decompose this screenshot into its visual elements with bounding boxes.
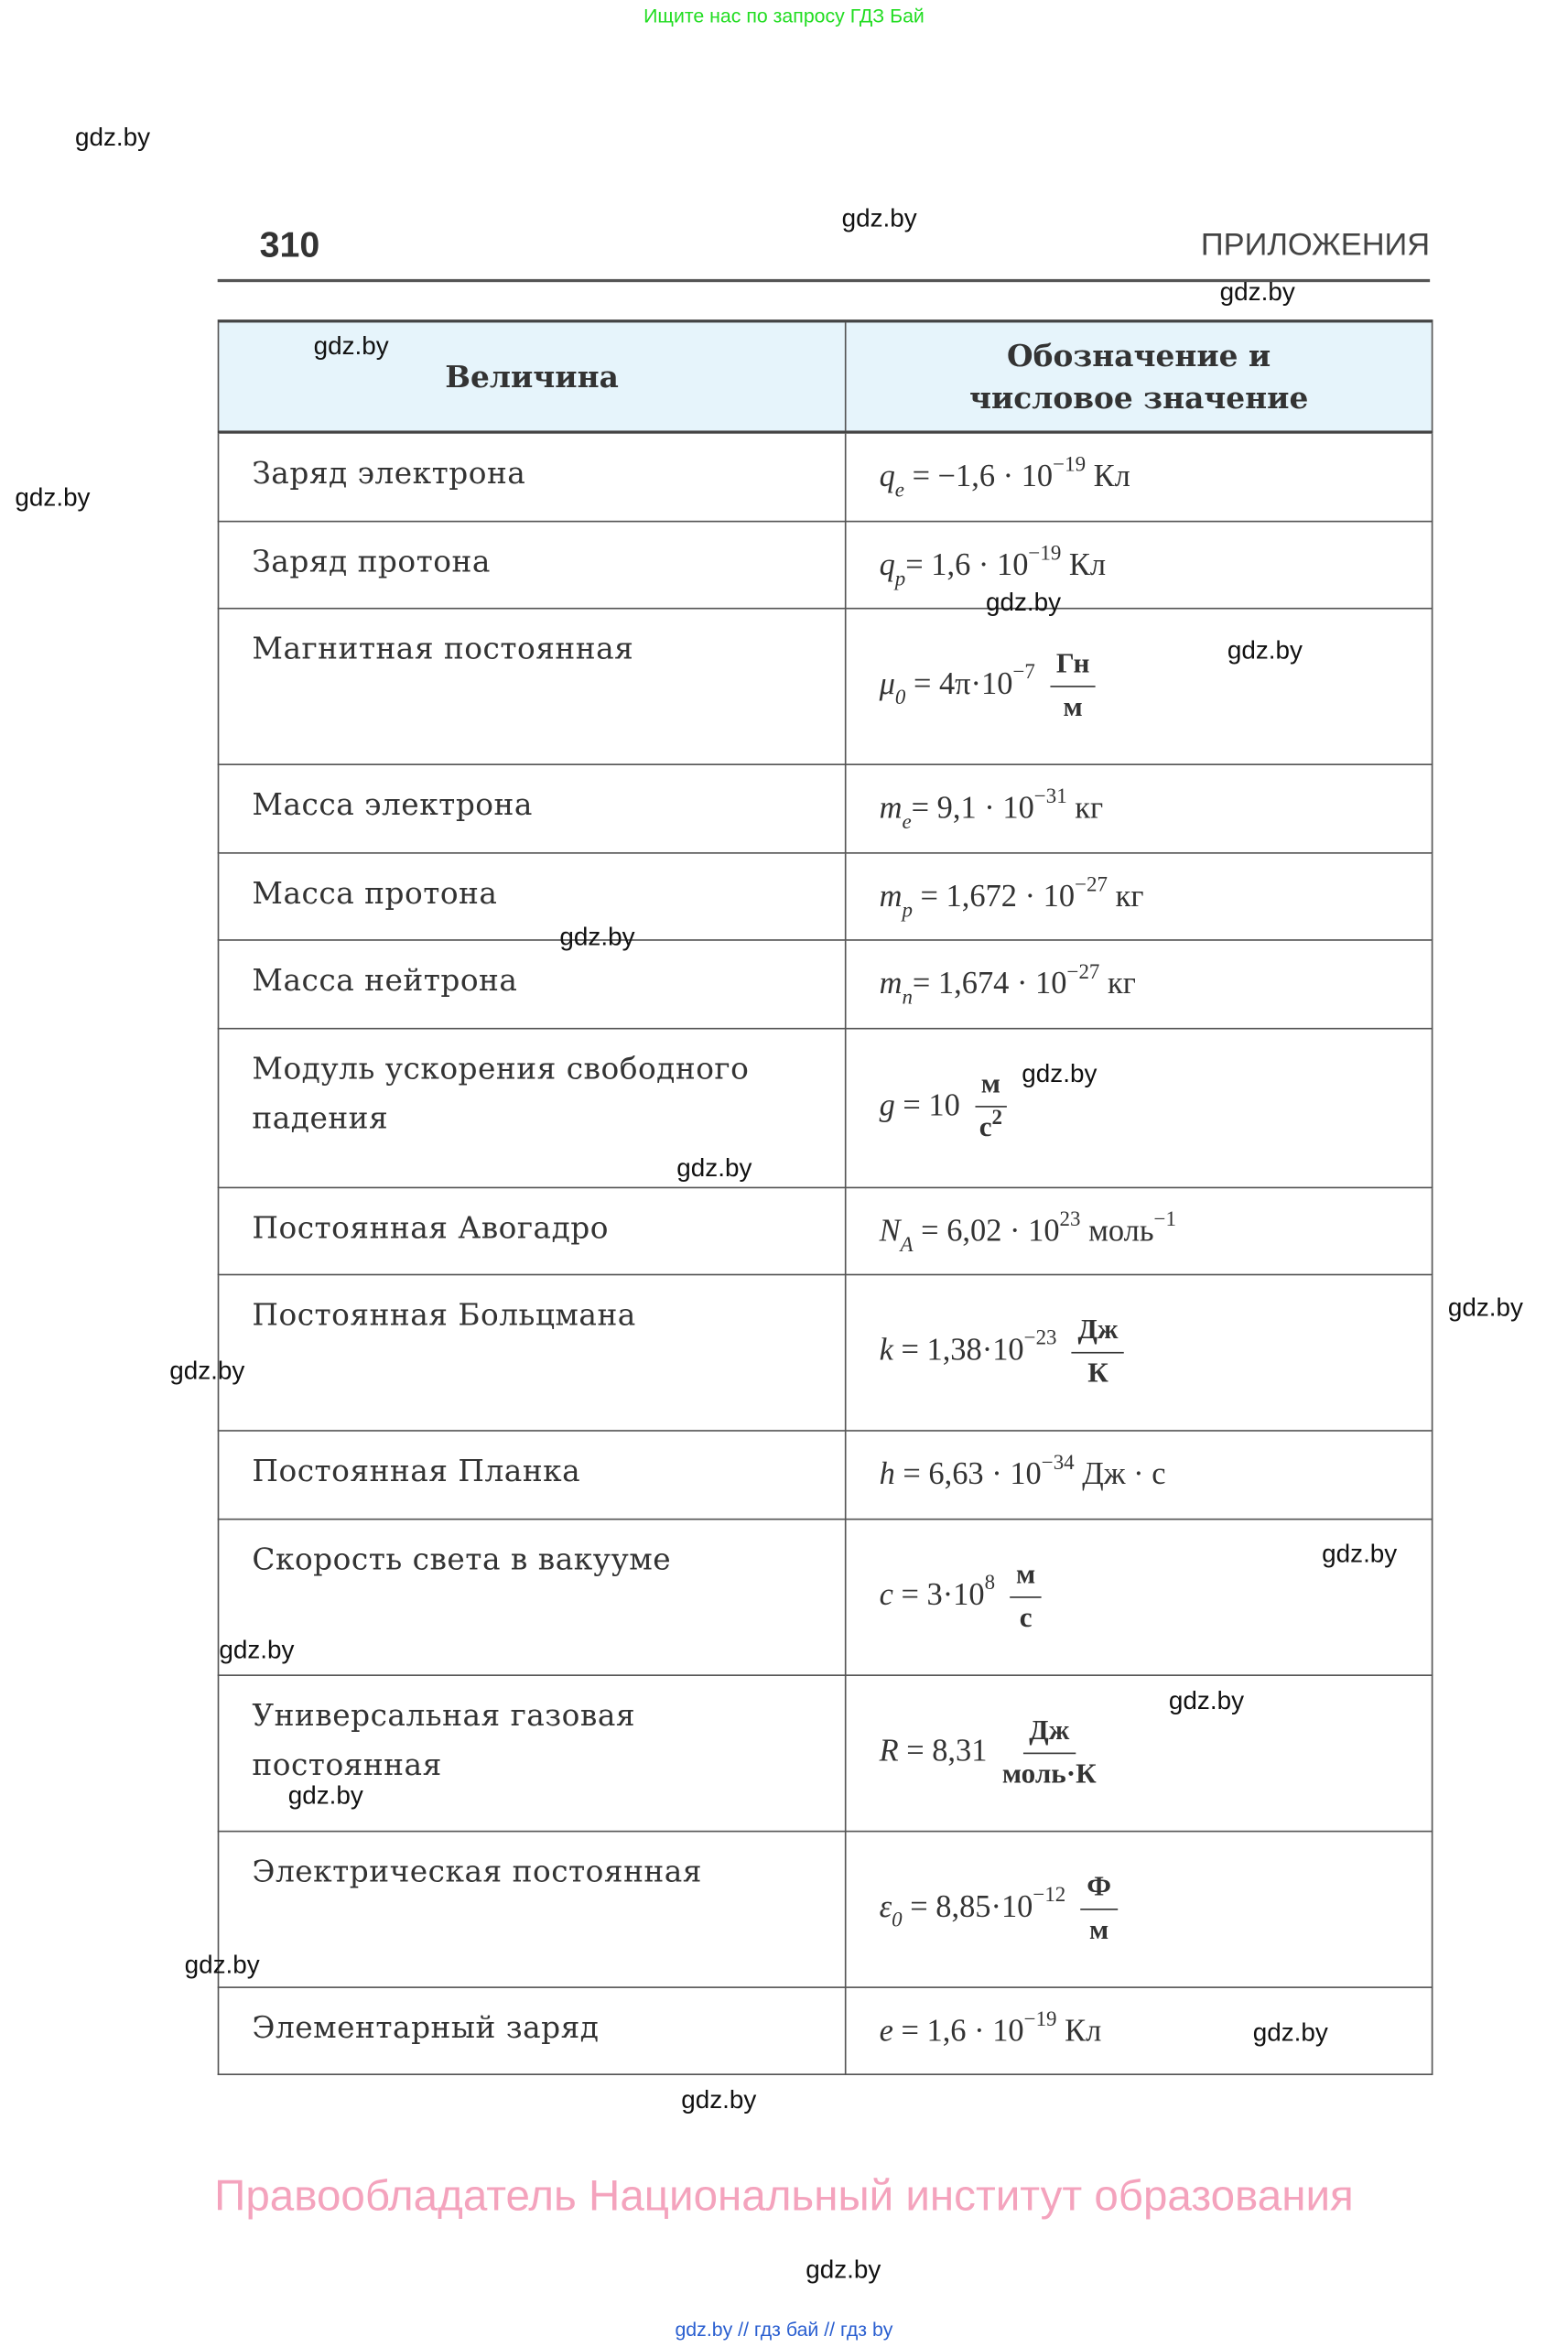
- exponent: −27: [1075, 873, 1108, 897]
- symbol: N: [879, 1211, 901, 1248]
- exponent: −7: [1012, 661, 1035, 685]
- value: = 8,31: [898, 1731, 988, 1768]
- symbol: g: [879, 1086, 895, 1122]
- symbol: ε: [879, 1887, 892, 1924]
- exponent: −23: [1023, 1327, 1057, 1350]
- quantity-name: Постоянная Авогадро: [219, 1187, 846, 1274]
- unit-exponent: −1: [1153, 1208, 1176, 1231]
- unit-denominator-exponent: 2: [991, 1106, 1003, 1130]
- table-row: [219, 1430, 1433, 1519]
- quantity-value: [846, 1831, 1433, 1986]
- unit-fraction: [1010, 1553, 1041, 1639]
- table-row: [219, 939, 1433, 1028]
- unit-numerator: м: [975, 1063, 1006, 1107]
- watermark: gdz.by: [313, 331, 389, 361]
- unit-fraction: [1072, 1309, 1124, 1394]
- subscript: p: [894, 568, 906, 591]
- quantity-value: [846, 1028, 1433, 1187]
- symbol: m: [879, 877, 903, 914]
- watermark: gdz.by: [1252, 2017, 1328, 2047]
- table-row: [219, 1519, 1433, 1674]
- quantity-value: [846, 939, 1433, 1028]
- value: = 3·10: [892, 1574, 985, 1612]
- top-search-note[interactable]: Ищите нас по запросу ГДЗ Бай: [643, 4, 925, 27]
- watermark: gdz.by: [15, 482, 91, 512]
- copyright-notice: Правообладатель Национальный институт образования: [214, 2172, 1354, 2222]
- quantity-name: Постоянная Больцмана: [219, 1274, 846, 1430]
- quantity-name: Масса нейтрона: [219, 939, 846, 1028]
- symbol: m: [879, 789, 903, 826]
- value: = 1,674 · 10: [912, 965, 1067, 1001]
- section-title: ПРИЛОЖЕНИЯ: [1200, 228, 1431, 263]
- table-row: [219, 1831, 1433, 1986]
- table-row: [219, 852, 1433, 939]
- quantity-value: [846, 608, 1433, 763]
- watermark: gdz.by: [841, 203, 917, 233]
- watermark: gdz.by: [1322, 1539, 1398, 1568]
- unit-denominator: [1020, 1597, 1033, 1639]
- quantity-name: Элементарный заряд: [219, 1986, 846, 2073]
- quantity-name: Постоянная Планка: [219, 1430, 846, 1519]
- exponent: 8: [984, 1572, 996, 1595]
- unit-fraction: [1002, 1710, 1097, 1795]
- subscript: 0: [894, 687, 906, 710]
- exponent: −27: [1066, 961, 1100, 985]
- unit-numerator: м: [1010, 1553, 1041, 1597]
- exponent: −19: [1053, 455, 1087, 478]
- unit-denominator-text: с: [979, 1110, 992, 1143]
- quantity-value: [846, 432, 1433, 521]
- symbol: c: [879, 1574, 893, 1612]
- unit: моль: [1080, 1211, 1154, 1248]
- exponent: −12: [1033, 1884, 1066, 1908]
- quantity-value: [846, 1187, 1433, 1274]
- unit-numerator: Дж: [1072, 1309, 1124, 1353]
- exponent: −19: [1023, 2008, 1057, 2031]
- symbol: m: [879, 965, 903, 1001]
- value: = 1,6 · 10: [892, 2011, 1024, 2048]
- subscript: e: [902, 811, 912, 835]
- unit: кг: [1066, 789, 1104, 826]
- exponent: −31: [1033, 785, 1067, 809]
- table-row: [219, 1274, 1433, 1430]
- watermark: gdz.by: [1227, 636, 1303, 665]
- watermark: gdz.by: [1022, 1059, 1098, 1088]
- column-header-quantity: Величина: [219, 321, 846, 432]
- unit: кг: [1099, 965, 1136, 1001]
- unit-fraction: [1081, 1866, 1118, 1951]
- unit: Кл: [1056, 2011, 1102, 2048]
- watermark: gdz.by: [985, 588, 1062, 617]
- table-row: [219, 1187, 1433, 1274]
- quantity-name: Масса протона: [219, 852, 846, 939]
- watermark: gdz.by: [169, 1356, 245, 1385]
- page-number: 310: [259, 224, 320, 266]
- unit-denominator-text: моль·К: [1001, 1758, 1097, 1790]
- watermark: gdz.by: [1447, 1292, 1523, 1323]
- quantity-name: Магнитная постоянная: [219, 608, 846, 763]
- value: = 1,672 · 10: [912, 877, 1076, 914]
- value: = −1,6 · 10: [903, 458, 1054, 494]
- unit: Кл: [1061, 545, 1107, 582]
- subscript: A: [900, 1234, 914, 1257]
- table-row: [219, 1028, 1433, 1187]
- subscript: n: [902, 987, 913, 1011]
- unit-denominator: [1089, 1909, 1108, 1952]
- table-row: [219, 608, 1433, 763]
- unit-denominator: [1087, 1353, 1108, 1395]
- quantity-value: [846, 1986, 1433, 2073]
- quantity-value: [846, 1674, 1433, 1830]
- value: = 8,85·10: [902, 1887, 1033, 1924]
- value: = 9,1 · 10: [911, 789, 1034, 826]
- watermark: gdz.by: [1219, 277, 1295, 307]
- table-row: [219, 521, 1433, 608]
- unit-numerator: Гн: [1050, 643, 1096, 687]
- unit-denominator-text: м: [1063, 690, 1083, 723]
- quantity-name: Модуль ускорения свободного падения: [219, 1028, 846, 1187]
- unit-denominator-text: К: [1087, 1357, 1108, 1390]
- unit: Кл: [1086, 458, 1130, 494]
- unit-denominator: [979, 1107, 1002, 1152]
- unit-fraction: [975, 1063, 1006, 1152]
- quantity-name: Заряд протона: [219, 521, 846, 608]
- unit-numerator: Ф: [1081, 1866, 1118, 1909]
- symbol: e: [879, 2011, 893, 2048]
- exponent: 23: [1059, 1208, 1081, 1231]
- table-header-row: [219, 321, 1433, 432]
- quantity-name: Заряд электрона: [219, 432, 846, 521]
- unit-denominator-text: м: [1089, 1913, 1109, 1946]
- quantity-value: [846, 763, 1433, 852]
- watermark: gdz.by: [681, 2085, 757, 2114]
- symbol: h: [879, 1455, 895, 1492]
- exponent: −19: [1028, 542, 1062, 566]
- quantity-value: [846, 1430, 1433, 1519]
- column-header-value: [846, 321, 1433, 432]
- quantity-name: Универсальная газовая постоянная: [219, 1674, 846, 1830]
- value: = 4π·10: [905, 664, 1013, 701]
- symbol: μ: [879, 664, 895, 701]
- constants-table: [218, 319, 1433, 2074]
- quantity-name: Масса электрона: [219, 763, 846, 852]
- watermark: gdz.by: [806, 2255, 881, 2284]
- table-row: [219, 1986, 1433, 2073]
- bottom-links[interactable]: gdz.by // гдз бай // гдз by: [675, 2318, 893, 2342]
- value: = 1,38·10: [892, 1330, 1024, 1368]
- unit: Дж · с: [1074, 1455, 1166, 1492]
- exponent: −34: [1041, 1452, 1075, 1476]
- value: = 6,63 · 10: [894, 1455, 1042, 1492]
- watermark: gdz.by: [184, 1950, 260, 1980]
- unit-denominator: [1002, 1753, 1097, 1795]
- watermark: gdz.by: [1168, 1686, 1245, 1715]
- quantity-name: Электрическая постоянная: [219, 1831, 846, 1986]
- symbol: R: [879, 1731, 899, 1768]
- subscript: p: [902, 899, 913, 923]
- quantity-name: Скорость света в вакууме: [219, 1519, 846, 1674]
- watermark: gdz.by: [559, 923, 635, 952]
- table-row: [219, 1674, 1433, 1830]
- table-row: [219, 432, 1433, 521]
- unit-numerator: Дж: [1023, 1710, 1076, 1754]
- table-row: [219, 763, 1433, 852]
- subscript: e: [894, 480, 904, 503]
- column-header-value-text: Обозначение и числовое значение: [968, 337, 1309, 416]
- unit-fraction: [1050, 643, 1096, 728]
- unit-denominator-text: с: [1019, 1601, 1033, 1634]
- symbol: k: [879, 1330, 893, 1368]
- value: = 10: [894, 1086, 960, 1122]
- unit-denominator: [1064, 687, 1083, 729]
- symbol: q: [879, 545, 895, 582]
- unit: кг: [1108, 877, 1144, 914]
- subscript: 0: [892, 1909, 903, 1932]
- watermark: gdz.by: [676, 1153, 752, 1183]
- quantity-value: [846, 852, 1433, 939]
- watermark: gdz.by: [74, 123, 151, 152]
- watermark: gdz.by: [219, 1635, 295, 1664]
- quantity-value: [846, 521, 1433, 608]
- quantity-value: [846, 1274, 1433, 1430]
- symbol: q: [879, 458, 895, 494]
- value: = 6,02 · 10: [913, 1211, 1060, 1248]
- value: = 1,6 · 10: [905, 545, 1029, 582]
- watermark: gdz.by: [287, 1780, 363, 1810]
